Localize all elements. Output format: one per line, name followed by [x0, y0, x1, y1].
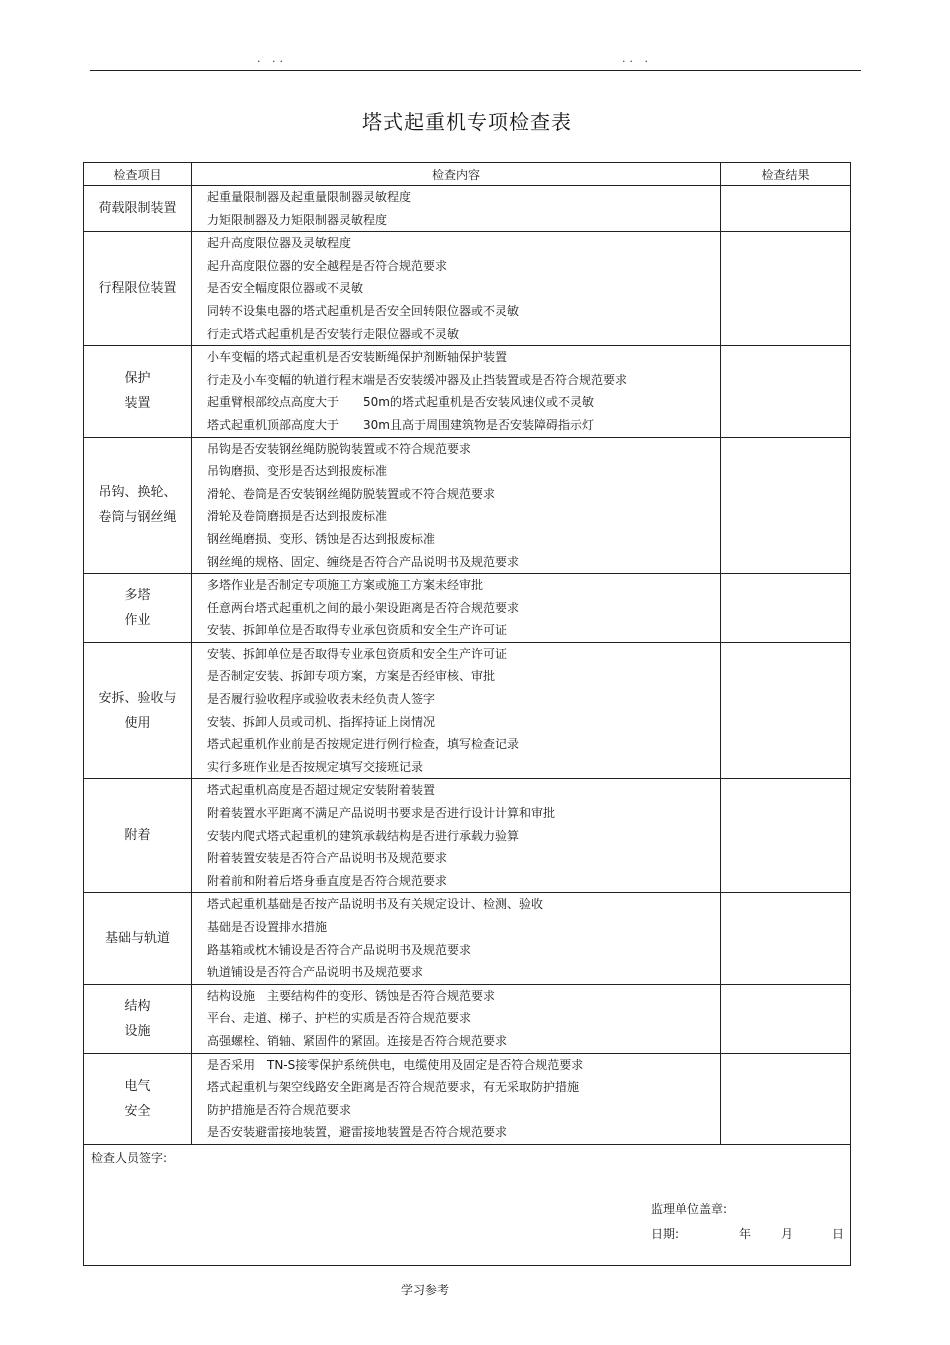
- check-item: 行走及小车变幅的轨道行程末端是否安装缓冲器及止挡装置或是否符合规范要求: [207, 372, 628, 387]
- check-item: 力矩限制器及力矩限制器灵敏程度: [207, 212, 388, 227]
- signature-row: [84, 1144, 851, 1265]
- check-item: 塔式起重机高度是否超过规定安装附着装置: [207, 783, 436, 798]
- category-label: 安拆、验收与: [98, 690, 177, 706]
- check-item: 钢丝绳的规格、固定、缠绕是否符合产品说明书及规范要求: [207, 554, 520, 569]
- table-body: [84, 186, 851, 1145]
- content-cell: [192, 232, 721, 346]
- category-label: 保护: [124, 371, 151, 387]
- check-item: 塔式起重机与架空线路安全距离是否符合规范要求，有无采取防护措施: [207, 1080, 580, 1095]
- check-item: 塔式起重机作业前是否按规定进行例行检查，填写检查记录: [207, 737, 520, 752]
- check-item: 高强螺栓、销轴、紧固件的紧固。连接是否符合规范要求: [207, 1033, 508, 1048]
- check-item: 安装、拆卸人员或司机、指挥持证上岗情况: [207, 714, 436, 729]
- content-cell: [192, 642, 721, 779]
- content-cell: [192, 1053, 721, 1144]
- category-label: 基础与轨道: [104, 931, 170, 947]
- check-item: 是否安装避雷接地装置，避雷接地装置是否符合规范要求: [207, 1125, 508, 1140]
- inspector-signature-label: 检查人员签字:: [91, 1150, 168, 1165]
- check-item: 平台、走道、梯子、护栏的实质是否符合规范要求: [207, 1011, 472, 1026]
- category-cell: [84, 437, 192, 574]
- content-cell: [192, 779, 721, 893]
- table-row: [84, 984, 851, 1053]
- table-row: [84, 1053, 851, 1144]
- check-item: 是否履行验收程序或验收表未经负责人签字: [207, 692, 436, 707]
- result-cell[interactable]: [721, 1053, 851, 1144]
- category-label: 荷载限制装置: [98, 201, 177, 217]
- category-cell: [84, 186, 192, 232]
- category-cell: [84, 984, 192, 1053]
- check-item: 吊钩是否安装钢丝绳防脱钩装置或不符合规范要求: [207, 441, 472, 456]
- table-row: [84, 186, 851, 232]
- check-item: 轨道铺设是否符合产品说明书及规范要求: [207, 965, 424, 980]
- result-cell[interactable]: [721, 779, 851, 893]
- category-label: 装置: [124, 396, 151, 412]
- result-cell[interactable]: [721, 232, 851, 346]
- check-item: 起重量限制器及起重量限制器灵敏程度: [207, 190, 412, 204]
- category-label: 安全: [124, 1103, 151, 1119]
- category-cell: [84, 893, 192, 984]
- content-cell: [192, 186, 721, 232]
- content-cell: [192, 984, 721, 1053]
- check-item: 安装、拆卸单位是否取得专业承包资质和安全生产许可证: [207, 646, 508, 661]
- category-cell: [84, 642, 192, 779]
- category-cell: [84, 574, 192, 643]
- table-row: [84, 779, 851, 893]
- check-item: 安装内爬式塔式起重机的建筑承载结构是否进行承载力验算: [207, 828, 520, 843]
- header-dots-left: . ..: [257, 52, 287, 65]
- table-header-row: [84, 163, 851, 186]
- result-cell[interactable]: [721, 437, 851, 574]
- check-item: 附着前和附着后塔身垂直度是否符合规范要求: [207, 873, 448, 888]
- check-item: 任意两台塔式起重机之间的最小架设距离是否符合规范要求: [207, 600, 520, 615]
- result-cell[interactable]: [721, 893, 851, 984]
- category-cell: [84, 779, 192, 893]
- result-cell[interactable]: [721, 642, 851, 779]
- table-row: [84, 346, 851, 437]
- year-label: 年: [739, 1226, 752, 1241]
- header-dots-right: .. .: [622, 52, 652, 65]
- check-item: 附着装置水平距离不满足产品说明书要求是否进行设计计算和审批: [207, 806, 556, 821]
- check-item: 小车变幅的塔式起重机是否安装断绳保护剂断轴保护装置: [207, 350, 508, 365]
- check-item: 行走式塔式起重机是否安装行走限位器或不灵敏: [207, 326, 460, 341]
- check-item: 起升高度限位器及灵敏程度: [207, 236, 352, 251]
- table-row: [84, 437, 851, 574]
- category-cell: [84, 1053, 192, 1144]
- category-label: 作业: [124, 612, 151, 628]
- page-title: 塔式起重机专项检查表: [362, 110, 572, 134]
- result-cell[interactable]: [721, 984, 851, 1053]
- check-item: 起重臂根部绞点高度大于 50m的塔式起重机是否安装风速仪或不灵敏: [207, 395, 594, 410]
- check-item: 是否采用 TN-S接零保护系统供电，电缆使用及固定是否符合规范要求: [207, 1057, 584, 1072]
- check-item: 塔式起重机顶部高度大于 30m且高于周围建筑物是否安装障碍指示灯: [207, 417, 594, 432]
- check-item: 塔式起重机基础是否按产品说明书及有关规定设计、检测、验收: [207, 897, 544, 912]
- category-label: 多塔: [124, 587, 151, 603]
- check-item: 起升高度限位器的安全越程是否符合规范要求: [207, 258, 448, 273]
- table-row: [84, 232, 851, 346]
- result-cell[interactable]: [721, 186, 851, 232]
- category-label: 结构: [124, 998, 151, 1014]
- table-row: [84, 893, 851, 984]
- content-cell: [192, 574, 721, 643]
- check-item: 多塔作业是否制定专项施工方案或施工方案未经审批: [207, 578, 484, 593]
- check-item: 路基箱或枕木铺设是否符合产品说明书及规范要求: [207, 942, 472, 957]
- check-item: 附着装置安装是否符合产品说明书及规范要求: [207, 851, 448, 866]
- month-label: 月: [781, 1226, 794, 1241]
- content-cell: [192, 893, 721, 984]
- inspection-table: [83, 162, 851, 1266]
- signature-cell: [84, 1144, 851, 1265]
- day-label: 日: [832, 1226, 845, 1241]
- check-item: 是否安全幅度限位器或不灵敏: [207, 281, 364, 296]
- category-cell: [84, 346, 192, 437]
- category-label: 附着: [124, 828, 151, 844]
- check-item: 吊钩磨损、变形是否达到报废标准: [207, 464, 388, 479]
- check-item: 防护措施是否符合规范要求: [207, 1102, 352, 1117]
- supervisor-seal-label: 监理单位盖章:: [651, 1201, 728, 1216]
- content-cell: [192, 437, 721, 574]
- table-row: [84, 642, 851, 779]
- content-cell: [192, 346, 721, 437]
- check-item: 结构设施 主要结构件的变形、锈蚀是否符合规范要求: [207, 988, 496, 1003]
- check-item: 基础是否设置排水措施: [207, 920, 328, 934]
- page-footer: 学习参考: [400, 1283, 449, 1297]
- check-item: 滑轮及卷筒磨损是否达到报废标准: [207, 509, 388, 524]
- check-item: 是否制定安装、拆卸专项方案，方案是否经审核、审批: [207, 669, 496, 684]
- category-label: 设施: [124, 1023, 151, 1039]
- header-result: 检查结果: [721, 163, 851, 186]
- check-item: 滑轮、卷筒是否安装钢丝绳防脱装置或不符合规范要求: [207, 486, 496, 501]
- check-item: 钢丝绳磨损、变形、锈蚀是否达到报废标准: [207, 531, 436, 546]
- header-rule: [90, 70, 861, 71]
- header-item: 检查项目: [84, 163, 192, 186]
- category-label: 使用: [124, 715, 151, 731]
- date-label: 日期:: [651, 1226, 680, 1241]
- table-row: [84, 574, 851, 643]
- check-item: 同转不设集电器的塔式起重机是否安全回转限位器或不灵敏: [207, 303, 520, 318]
- check-item: 实行多班作业是否按规定填写交接班记录: [207, 759, 424, 774]
- category-label: 行程限位装置: [98, 281, 177, 297]
- category-label: 卷筒与钢丝绳: [98, 510, 177, 526]
- category-cell: [84, 232, 192, 346]
- result-cell[interactable]: [721, 346, 851, 437]
- category-label: 吊钩、换轮、: [98, 485, 177, 501]
- result-cell[interactable]: [721, 574, 851, 643]
- check-item: 安装、拆卸单位是否取得专业承包资质和安全生产许可证: [207, 623, 508, 638]
- header-content: 检查内容: [192, 163, 721, 186]
- category-label: 电气: [124, 1078, 151, 1094]
